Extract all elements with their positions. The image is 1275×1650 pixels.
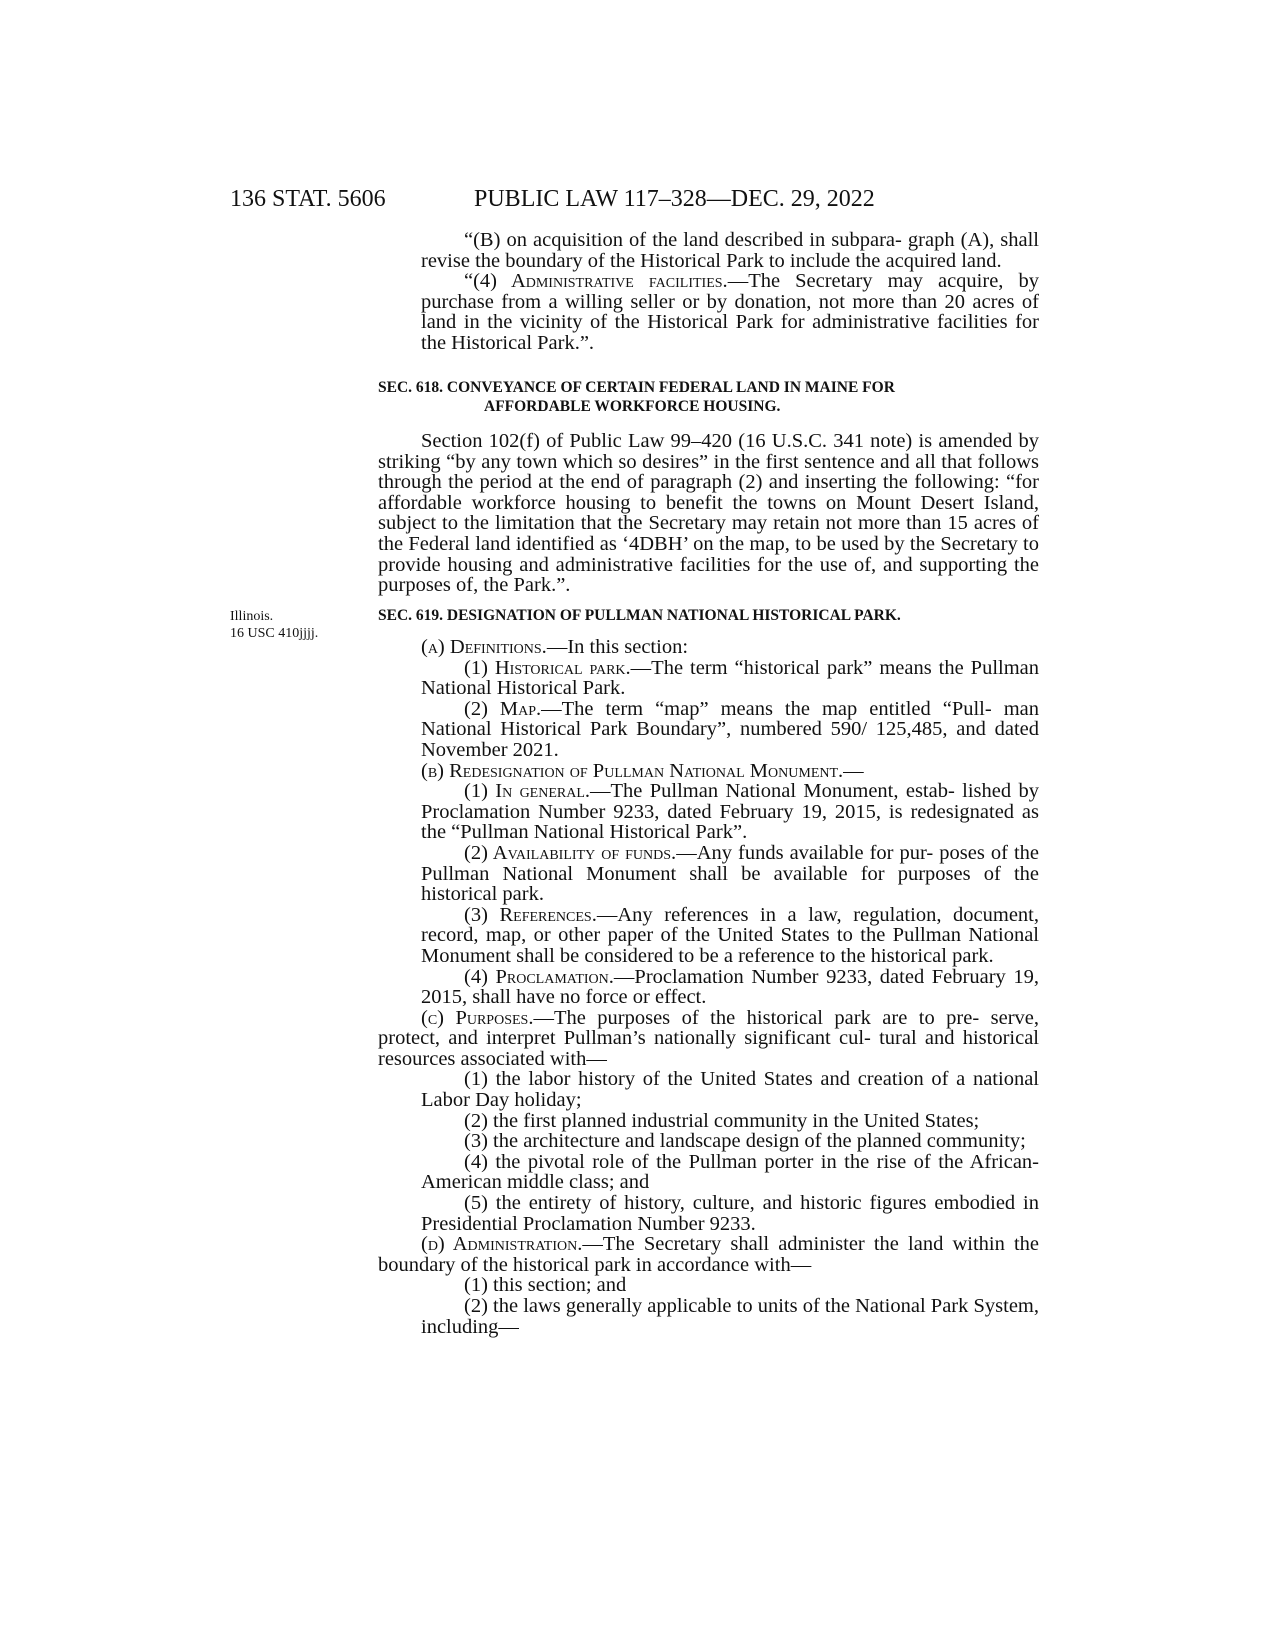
section-618 <box>378 378 1039 596</box>
text: — <box>843 759 864 782</box>
subsection-a2 <box>378 699 1039 761</box>
subsection-b2 <box>378 843 1039 905</box>
subsection-c5: (5) the entirety of history, culture, and historic figures embodied in Presidential Proclamation Number 9233. <box>421 1192 1039 1235</box>
margin-note-usc: 16 USC 410jjjj. <box>230 626 319 641</box>
text: —The term “map” means the map entitled “Pull- man National Historical Park Boundary”, numbered 590/ 125,485, and dated November 2021. <box>421 697 1039 761</box>
text: —The Pullman National Monument, estab- lished by Proclamation Number 9233, dated February 19, 2015, is redesignated as the “Pullman National Historical Park”. <box>421 780 1039 844</box>
label: (1) Historical park. <box>464 656 631 679</box>
top-continuation <box>378 230 1039 354</box>
margin-note <box>230 608 318 642</box>
subsection-d1: (1) this section; and <box>464 1274 627 1297</box>
subsection-b4 <box>378 967 1039 1008</box>
subsection-b1 <box>378 781 1039 843</box>
text: —The Secretary shall administer the land within the boundary of the historical park in accordance with— <box>378 1233 1040 1276</box>
text: —The purposes of the historical park are to pre- serve, protect, and interpret Pullman’s nationally significant cul- tural and historical resources associated with— <box>378 1006 1039 1070</box>
text: —Any funds available for pur- poses of the Pullman National Monument shall be available for purposes of the historical park. <box>421 841 1039 906</box>
text: —Any references in a law, regulation, document, record, map, or other paper of the United States to the Pullman National Monument shall be considered to be a reference to the historical park. <box>421 903 1039 967</box>
public-law-title: PUBLIC LAW 117–328—DEC. 29, 2022 <box>474 186 875 212</box>
section-618-body: Section 102(f) of Public Law 99–420 (16 U.S.C. 341 note) is amended by striking “by any town which so desires” in the first sentence and all that follows through the period at the end of paragraph (2) and inserting the following: “for affordable workforce housing to benefit the towns on Mount Desert Island, subject to the limitation that the Secretary may retain not more than 15 acres of the Federal land identified as ‘4DBH’ on the map, to be used by the Secretary to provide housing and administrative facilities for the use of, and supporting the purposes of, the Park.”. <box>378 430 1039 597</box>
label: “(4) Administrative facilities. <box>464 270 728 293</box>
subsection-a1 <box>378 658 1039 699</box>
label: (2) Availability of funds. <box>464 841 677 864</box>
label: (b) Redesignation of Pullman National Monument. <box>421 759 844 782</box>
label: (2) Map. <box>464 697 542 720</box>
stat-page-number: 136 STAT. 5606 <box>230 186 386 212</box>
heading-line-2: AFFORDABLE WORKFORCE HOUSING. <box>484 398 781 415</box>
text: —The Secretary may acquire, by purchase from a willing seller or by donation, not more than 20 acres of land in the vicinity of the Historical Park for administrative facilities for the Historical Park.”. <box>421 270 1039 354</box>
label: (c) Purposes. <box>421 1006 534 1029</box>
section-619-heading: SEC. 619. DESIGNATION OF PULLMAN NATIONAL HISTORICAL PARK. <box>378 607 901 624</box>
heading-line-1: SEC. 618. CONVEYANCE OF CERTAIN FEDERAL LAND IN MAINE FOR <box>378 379 895 396</box>
text: —In this section: <box>546 636 689 658</box>
subsection-c <box>378 1008 1039 1070</box>
running-header <box>0 186 1275 216</box>
subsection-c4: (4) the pivotal role of the Pullman porter in the rise of the African-American middle class; and <box>421 1150 1039 1194</box>
label: (1) In general. <box>464 780 591 803</box>
paragraph-b: “(B) on acquisition of the land described in subpara- graph (A), shall revise the boundary of the Historical Park to include the acquired land. <box>421 229 1039 272</box>
subsection-a <box>378 637 1039 658</box>
subsection-d2: (2) the laws generally applicable to units of the National Park System, including— <box>421 1295 1039 1338</box>
subsection-d <box>378 1234 1039 1275</box>
label: (3) References. <box>464 903 597 926</box>
text: —Proclamation Number 9233, dated February 19, 2015, shall have no force or effect. <box>421 965 1039 1009</box>
paragraph-4 <box>378 271 1039 353</box>
label: (d) Administration. <box>421 1233 583 1256</box>
section-618-heading <box>378 378 1039 416</box>
subsection-c1: (1) the labor history of the United States and creation of a national Labor Day holiday; <box>421 1068 1039 1112</box>
margin-note-state: Illinois. <box>230 609 274 624</box>
text: —The term “historical park” means the Pullman National Historical Park. <box>421 656 1039 700</box>
subsection-b <box>378 761 1039 782</box>
label: (a) Definitions. <box>421 636 547 658</box>
section-619 <box>378 606 1039 1337</box>
subsection-b3 <box>378 905 1039 967</box>
subsection-c3: (3) the architecture and landscape design of the planned community; <box>464 1130 1026 1153</box>
subsection-c2: (2) the first planned industrial community in the United States; <box>464 1109 980 1132</box>
label: (4) Proclamation. <box>464 965 614 988</box>
